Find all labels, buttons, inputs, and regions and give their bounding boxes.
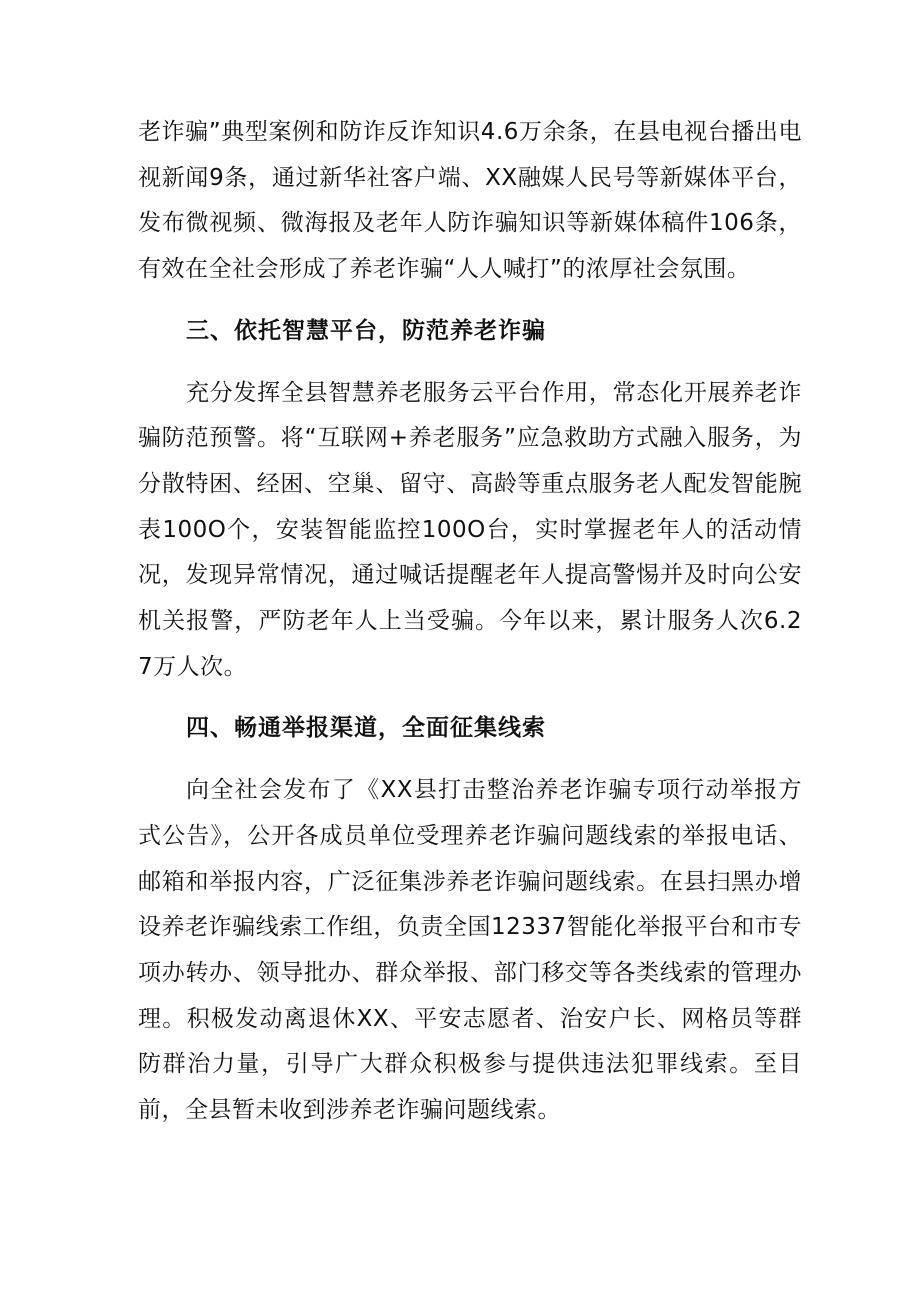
section-heading-3: 三、依托智慧平台，防范养老诈骗 (186, 317, 546, 344)
paragraph-publicity: 老诈骗”典型案例和防诈反诈知识4.6万余条，在县电视台播出电视新闻9条，通过新华社客户端、XX融媒人民号等新媒体平台，发布微视频、微海报及老年人防诈骗知识等新媒体稿件106条，有效在全社会形成了养老诈骗“人人喊打”的浓厚社会氛围。 (138, 119, 802, 283)
paragraph-reporting-channels: 向全社会发布了《XX县打击整治养老诈骗专项行动举报方式公告》，公开各成员单位受理养老诈骗问题线索的举报电话、邮箱和举报内容，广泛征集涉养老诈骗问题线索。在县扫黑办增设养老诈骗线索工作组，负责全国12337智能化举报平台和市专项办转办、领导批办、群众举报、部门移交等各类线索的管理办理。积极发动离退休XX、平安志愿者、治安户长、网格员等群防群治力量，引导广大群众积极参与提供违法犯罪线索。至目前，全县暂未收到涉养老诈骗问题线索。 (138, 777, 802, 1124)
document-body (138, 110, 802, 1134)
paragraph-smart-platform: 充分发挥全县智慧养老服务云平台作用，常态化开展养老诈骗防范预警。将“互联网+养老服务”应急救助方式融入服务，为分散特困、经困、空巢、留守、高龄等重点服务老人配发智能腕表100O个，安装智能监控100O台，实时掌握老年人的活动情况，发现异常情况，通过喊话提醒老年人提高警惕并及时向公安机关报警，严防老年人上当受骗。今年以来，累计服务人次6.27万人次。 (138, 379, 802, 680)
section-heading-4: 四、畅通举报渠道，全面征集线索 (186, 715, 546, 742)
